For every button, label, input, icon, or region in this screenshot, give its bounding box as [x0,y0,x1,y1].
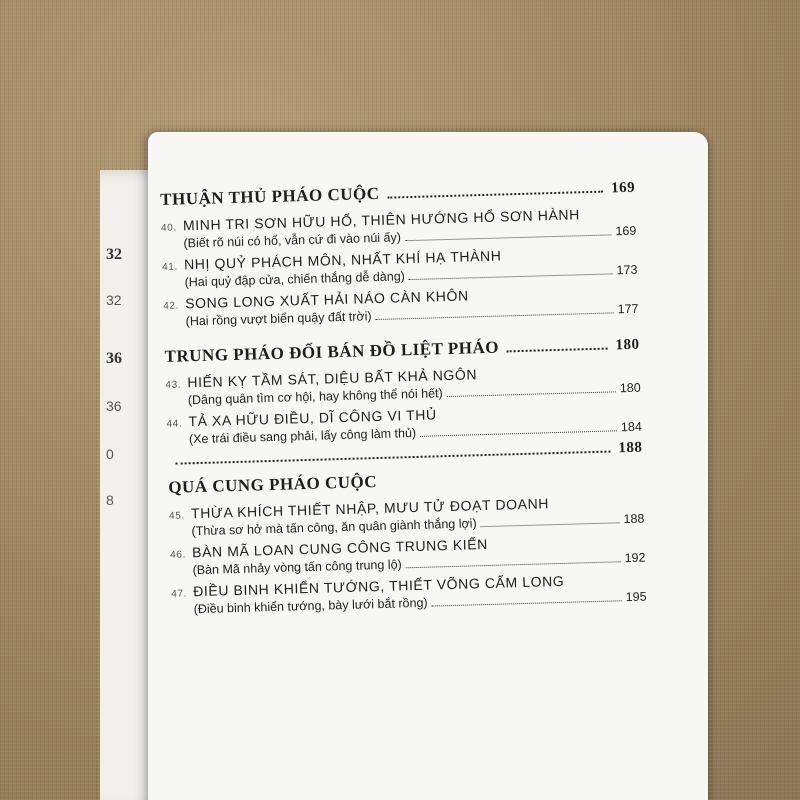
dot-leader [432,600,622,606]
dot-leader [409,273,613,280]
entry-number: 47. [171,588,188,600]
section-heading [168,465,643,498]
entry-page: 184 [620,419,642,435]
dot-leader [405,234,612,241]
toc-entry [169,493,645,539]
entry-title: SONG LONG XUẤT HẢI NÁO CÀN KHÔN [184,287,469,312]
dot-leader [481,522,620,527]
entry-subtitle: (Hai quỷ đập cửa, chiến thắng dễ dàng) [184,269,406,290]
dot-leader [406,561,621,568]
entry-title: TẢ XA HỮU ĐIỀU, DĨ CÔNG VI THỦ [188,406,437,430]
toc-entry [162,244,638,290]
section-title: TRUNG PHÁO ĐỐI BÁN ĐỒ LIỆT PHÁO [164,337,500,366]
entry-number: 42. [163,300,180,312]
entry-title: ĐIỀU BINH KHIỂN TƯỚNG, THIẾT VÕNG CẨM LONG [192,572,565,600]
entry-subtitle: (Hai rồng vượt biển quậy đất trời) [185,309,372,329]
entry-page: 177 [617,301,639,317]
left-page-number: 0 [106,446,114,462]
left-page-number: 32 [106,246,122,263]
dot-leader [447,391,616,397]
entry-number: 45. [168,510,185,522]
section-page: 180 [615,336,640,354]
entry-subtitle: (Xe trái điều sang phải, lấy công làm thủ) [188,425,417,447]
entry-subtitle: (Biết rõ núi có hổ, vẫn cứ đi vào núi ấy) [183,230,402,251]
toc-entry [163,283,639,329]
entry-page: 188 [623,511,645,527]
entry-subtitle: (Dâng quân tìm cơ hội, hay không thể nói hết) [187,386,443,408]
dot-leader [176,450,611,465]
entry-number: 41. [162,261,179,273]
section-page: 188 [618,439,643,457]
toc-entry [166,401,642,447]
section-page: 169 [610,179,636,197]
entry-number: 46. [170,549,187,561]
entry-page: 192 [624,550,646,566]
entry-subtitle: (Điều binh khiển tướng, bày lưới bắt rồng) [193,595,428,617]
left-page-number: 8 [106,492,114,508]
dot-leader [507,347,608,353]
entry-title: THỪA KHÍCH THIẾT NHẬP, MƯU TỬ ĐOẠT DOANH [190,495,550,522]
entry-page: 195 [625,589,647,605]
left-page-number: 36 [106,350,122,367]
left-page-number: 36 [106,398,122,414]
dot-leader [376,312,614,320]
left-page-number: 32 [106,292,122,308]
toc-entry [170,532,646,578]
entry-subtitle: (Thừa sơ hở mà tấn công, ăn quân giành thắng lợi) [191,516,477,539]
entry-title: HIẾN KỴ TẦM SÁT, DIỆU BẤT KHẢ NGÔN [187,366,478,391]
entry-number: 44. [166,418,183,430]
entry-number: 40. [160,222,177,234]
dot-leader [420,430,617,436]
entry-number: 43. [165,379,182,391]
dot-leader [388,190,604,199]
section-title: QUÁ CUNG PHÁO CUỘC [168,472,378,497]
entry-page: 180 [619,380,641,396]
entry-subtitle: (Bàn Mã nhảy vòng tấn công trung lộ) [192,557,402,578]
entry-title: MINH TRI SƠN HỮU HỔ, THIÊN HƯỚNG HỔ SƠN HÀNH [182,206,581,234]
entry-page: 173 [616,262,638,278]
entry-title: BÀN MÃ LOAN CUNG CÔNG TRUNG KIỂN [191,535,489,561]
entry-title: NHỊ QUỶ PHÁCH MÔN, NHẤT KHÍ HẠ THÀNH [183,247,502,273]
toc-entry [165,362,641,408]
entry-page: 169 [615,223,637,239]
toc-entry [171,571,647,617]
toc-entry [161,205,637,251]
section-title: THUẬN THỦ PHÁO CUỘC [160,183,380,209]
table-of-contents [160,177,647,623]
